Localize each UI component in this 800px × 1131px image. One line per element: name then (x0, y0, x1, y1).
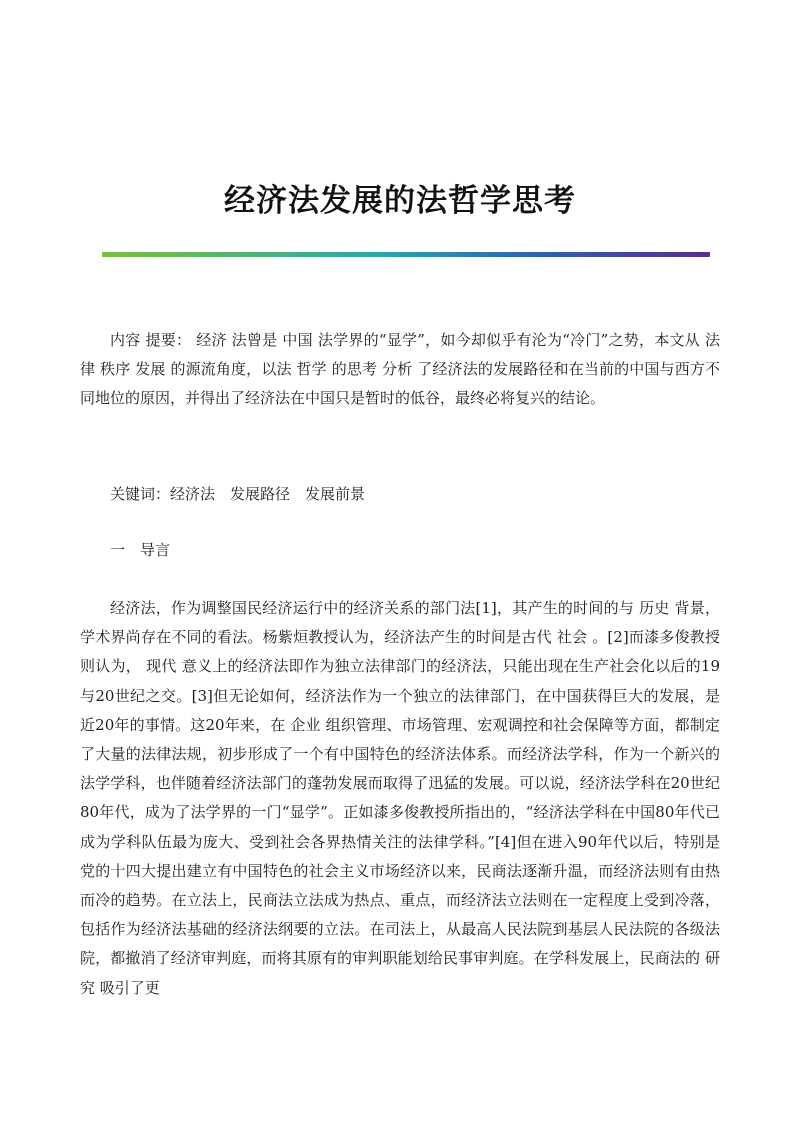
document-title: 经济法发展的法哲学思考 (224, 182, 576, 219)
keywords-line: 关键词：经济法 发展路径 发展前景 (110, 485, 366, 503)
abstract-paragraph: 内容 提要： 经济 法曾是 中国 法学界的“显学”，如今却似乎有沦为“冷门”之势，本文从 法律 秩序 发展 的源流角度，以法 哲学 的思考 分析 了经济法的发展路径和在当前的中国与西方不同地位的原因，并得出了经济法在中国只是暂时的低谷，最终必将复兴的结论。 (80, 331, 720, 408)
body-paragraph: 经济法，作为调整国民经济运行中的经济关系的部门法[1]，其产生的时间的与 历史 背景，学术界尚存在不同的看法。杨紫烜教授认为，经济法产生的时间是古代 社会 。[2]而漆多俊教授则认为， 现代 意义上的经济法即作为独立法律部门的经济法，只能出现在生产社会化以后的19与20世纪之交。[3]但无论如何，经济法作为一个独立的法律部门，在中国获得巨大的发展，是近20年的事情。这20年来，在 企业 组织管理、市场管理、宏观调控和社会保障等方面，都制定了大量的法律法规，初步形成了一个有中国特色的经济法体系。而经济法学科，作为一个新兴的法学学科，也伴随着经济法部门的蓬勃发展而取得了迅猛的发展。可以说，经济法学科在20世纪80年代，成为了法学界的一门“显学”。正如漆多俊教授所指出的，“经济法学科在中国80年代已成为学科队伍最为庞大、受到社会各界热情关注的法律学科。”[4]但在进入90年代以后，特别是党的十四大提出建立有中国特色的社会主义市场经济以来，民商法逐渐升温，而经济法则有由热而冷的趋势。在立法上，民商法立法成为热点、重点，而经济法立法则在一定程度上受到冷落，包括作为经济法基础的经济法纲要的立法。在司法上，从最高人民法院到基层人民法院的各级法院，都撤消了经济审判庭，而将其原有的审判职能划给民事审判庭。在学科发展上，民商法的 研究 吸引了更 (80, 599, 720, 997)
title-divider (102, 252, 710, 257)
section-heading: 一 导言 (110, 541, 171, 559)
